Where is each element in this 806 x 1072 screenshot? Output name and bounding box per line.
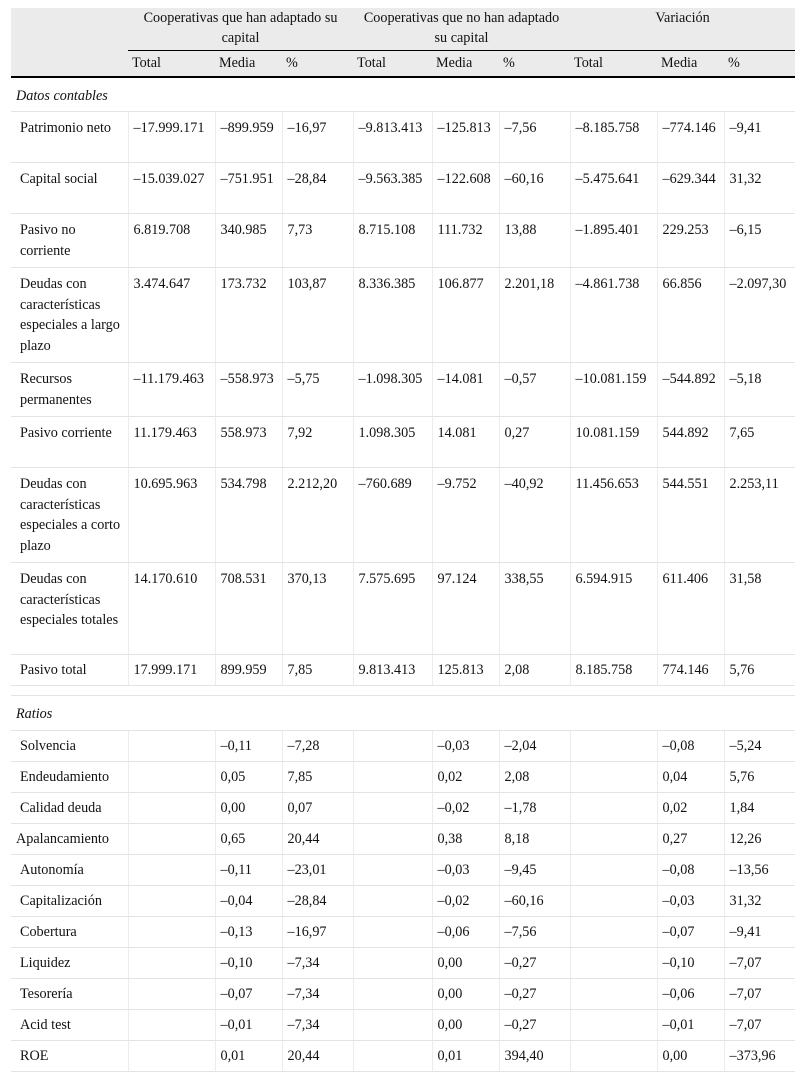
table-row xyxy=(11,1040,795,1071)
table-cell: –7,34 xyxy=(282,978,353,1009)
table-cell: 229.253 xyxy=(657,214,724,268)
table-row xyxy=(11,655,795,686)
table-cell: –0,06 xyxy=(657,978,724,1009)
table-cell: 708.531 xyxy=(215,563,282,655)
table-cell: 13,88 xyxy=(499,214,570,268)
table-cell xyxy=(353,916,432,947)
table-cell: 14.170.610 xyxy=(128,563,215,655)
table-container xyxy=(11,8,795,1072)
table-cell: 0,38 xyxy=(432,823,499,854)
table-cell xyxy=(128,823,215,854)
table-cell: 8,18 xyxy=(499,823,570,854)
table-cell: 12,26 xyxy=(724,823,795,854)
table-cell: –899.959 xyxy=(215,112,282,163)
data-table xyxy=(11,8,795,1072)
row-label: Solvencia xyxy=(11,730,128,761)
table-cell: 0,65 xyxy=(215,823,282,854)
table-row xyxy=(11,885,795,916)
table-cell: 0,00 xyxy=(432,1009,499,1040)
table-cell: –7,56 xyxy=(499,112,570,163)
table-cell: 103,87 xyxy=(282,268,353,363)
table-cell xyxy=(570,761,657,792)
table-cell: –17.999.171 xyxy=(128,112,215,163)
table-cell: 5,76 xyxy=(724,655,795,686)
table-cell: –9.813.413 xyxy=(353,112,432,163)
table-cell: 544.551 xyxy=(657,468,724,563)
row-label: Patrimonio neto xyxy=(11,112,128,163)
table-cell: –16,97 xyxy=(282,112,353,163)
table-cell: 31,32 xyxy=(724,885,795,916)
table-row xyxy=(11,563,795,655)
table-cell xyxy=(570,823,657,854)
row-label: Pasivo corriente xyxy=(11,417,128,468)
table-cell: –28,84 xyxy=(282,163,353,214)
table-cell: –0,01 xyxy=(215,1009,282,1040)
table-row xyxy=(11,268,795,363)
row-label: Deudas con características especiales a largo plazo xyxy=(11,268,128,363)
table-row xyxy=(11,854,795,885)
row-label: Pasivo no corriente xyxy=(11,214,128,268)
table-cell: 97.124 xyxy=(432,563,499,655)
table-cell: 20,44 xyxy=(282,823,353,854)
table-cell: 899.959 xyxy=(215,655,282,686)
table-cell xyxy=(128,885,215,916)
table-cell: –8.185.758 xyxy=(570,112,657,163)
table-cell: 370,13 xyxy=(282,563,353,655)
table-cell: –2.097,30 xyxy=(724,268,795,363)
table-row xyxy=(11,947,795,978)
table-cell: –4.861.738 xyxy=(570,268,657,363)
table-row xyxy=(11,363,795,417)
table-cell: 0,01 xyxy=(215,1040,282,1071)
table-cell: 0,01 xyxy=(432,1040,499,1071)
row-label: Deudas con características especiales totales xyxy=(11,563,128,655)
col-header-media: Media xyxy=(215,51,282,77)
row-label: Calidad deuda xyxy=(11,792,128,823)
table-cell: –15.039.027 xyxy=(128,163,215,214)
table-cell: 125.813 xyxy=(432,655,499,686)
table-cell: –0,57 xyxy=(499,363,570,417)
table-cell: 0,07 xyxy=(282,792,353,823)
row-label: Liquidez xyxy=(11,947,128,978)
table-cell: 2,08 xyxy=(499,655,570,686)
table-cell: 338,55 xyxy=(499,563,570,655)
table-row xyxy=(11,112,795,163)
table-cell: –774.146 xyxy=(657,112,724,163)
table-cell: 7,85 xyxy=(282,761,353,792)
table-cell xyxy=(570,730,657,761)
table-cell: –1,78 xyxy=(499,792,570,823)
table-cell: 106.877 xyxy=(432,268,499,363)
table-cell xyxy=(128,854,215,885)
table-cell xyxy=(128,1009,215,1040)
table-row xyxy=(11,214,795,268)
table-cell: –9.752 xyxy=(432,468,499,563)
table-cell: 1,84 xyxy=(724,792,795,823)
table-cell xyxy=(353,854,432,885)
spacer-cell xyxy=(11,686,795,696)
table-cell xyxy=(570,1040,657,1071)
table-cell: 31,32 xyxy=(724,163,795,214)
table-cell: –11.179.463 xyxy=(128,363,215,417)
table-cell: –0,10 xyxy=(215,947,282,978)
table-cell xyxy=(353,730,432,761)
table-row xyxy=(11,163,795,214)
table-cell: –0,08 xyxy=(657,854,724,885)
table-cell xyxy=(570,916,657,947)
row-label: Tesorería xyxy=(11,978,128,1009)
table-cell: –0,27 xyxy=(499,978,570,1009)
col-header-percent: % xyxy=(282,51,353,77)
table-cell: 8.185.758 xyxy=(570,655,657,686)
table-cell xyxy=(353,792,432,823)
table-cell: 2.253,11 xyxy=(724,468,795,563)
section-row xyxy=(11,696,795,731)
table-cell: 394,40 xyxy=(499,1040,570,1071)
col-header-media: Media xyxy=(432,51,499,77)
row-label: Deudas con características especiales a corto plazo xyxy=(11,468,128,563)
table-cell: 11.456.653 xyxy=(570,468,657,563)
table-cell: –60,16 xyxy=(499,885,570,916)
table-cell: 0,00 xyxy=(432,978,499,1009)
table-cell: 9.813.413 xyxy=(353,655,432,686)
table-cell xyxy=(128,947,215,978)
table-cell: –7,28 xyxy=(282,730,353,761)
table-cell: –40,92 xyxy=(499,468,570,563)
col-header-percent: % xyxy=(499,51,570,77)
table-cell: 6.819.708 xyxy=(128,214,215,268)
table-cell: 0,00 xyxy=(215,792,282,823)
table-cell: 66.856 xyxy=(657,268,724,363)
table-cell: 0,00 xyxy=(657,1040,724,1071)
table-row xyxy=(11,978,795,1009)
table-cell: –7,07 xyxy=(724,978,795,1009)
table-cell: 173.732 xyxy=(215,268,282,363)
table-row xyxy=(11,761,795,792)
table-cell: 340.985 xyxy=(215,214,282,268)
table-cell: –0,07 xyxy=(215,978,282,1009)
spacer-row xyxy=(11,686,795,696)
col-header-total: Total xyxy=(570,51,657,77)
table-cell: –0,27 xyxy=(499,1009,570,1040)
table-cell: –0,27 xyxy=(499,947,570,978)
table-cell: –122.608 xyxy=(432,163,499,214)
table-cell: –0,04 xyxy=(215,885,282,916)
table-cell: 17.999.171 xyxy=(128,655,215,686)
table-cell xyxy=(128,730,215,761)
table-cell: –5,75 xyxy=(282,363,353,417)
table-cell: 0,04 xyxy=(657,761,724,792)
table-cell xyxy=(353,885,432,916)
table-cell: 0,02 xyxy=(432,761,499,792)
table-cell: 1.098.305 xyxy=(353,417,432,468)
corner-header xyxy=(11,8,128,77)
table-cell: –7,07 xyxy=(724,947,795,978)
table-cell: 544.892 xyxy=(657,417,724,468)
table-cell: 558.973 xyxy=(215,417,282,468)
table-cell: 0,00 xyxy=(432,947,499,978)
table-cell: –0,08 xyxy=(657,730,724,761)
table-cell: 11.179.463 xyxy=(128,417,215,468)
row-label: Capitalización xyxy=(11,885,128,916)
table-cell: –0,10 xyxy=(657,947,724,978)
table-cell: –1.098.305 xyxy=(353,363,432,417)
table-cell: –60,16 xyxy=(499,163,570,214)
table-cell: –751.951 xyxy=(215,163,282,214)
row-label: Cobertura xyxy=(11,916,128,947)
table-cell: –544.892 xyxy=(657,363,724,417)
table-cell: –0,13 xyxy=(215,916,282,947)
table-cell xyxy=(128,916,215,947)
row-label: Autonomía xyxy=(11,854,128,885)
table-cell: 2,08 xyxy=(499,761,570,792)
table-row xyxy=(11,730,795,761)
col-header-percent: % xyxy=(724,51,795,77)
table-row xyxy=(11,792,795,823)
table-cell: 0,02 xyxy=(657,792,724,823)
table-cell xyxy=(353,1009,432,1040)
row-label: ROE xyxy=(11,1040,128,1071)
sub-header-row xyxy=(11,51,795,77)
table-cell: –0,11 xyxy=(215,854,282,885)
table-cell: –5,18 xyxy=(724,363,795,417)
table-cell: 611.406 xyxy=(657,563,724,655)
table-cell: 6.594.915 xyxy=(570,563,657,655)
table-cell: 0,27 xyxy=(499,417,570,468)
table-cell: –6,15 xyxy=(724,214,795,268)
table-cell: –13,56 xyxy=(724,854,795,885)
table-cell: –16,97 xyxy=(282,916,353,947)
col-header-total: Total xyxy=(353,51,432,77)
table-cell xyxy=(128,1040,215,1071)
group-header-variation: Variación xyxy=(570,8,795,51)
table-cell: 534.798 xyxy=(215,468,282,563)
table-cell: 2.201,18 xyxy=(499,268,570,363)
col-header-media: Media xyxy=(657,51,724,77)
table-cell: –0,02 xyxy=(432,885,499,916)
table-cell: 0,05 xyxy=(215,761,282,792)
table-cell: –7,34 xyxy=(282,1009,353,1040)
table-cell: –14.081 xyxy=(432,363,499,417)
table-cell: –0,03 xyxy=(432,854,499,885)
table-cell: –760.689 xyxy=(353,468,432,563)
table-cell xyxy=(353,1040,432,1071)
table-cell: –0,02 xyxy=(432,792,499,823)
table-cell: –9,45 xyxy=(499,854,570,885)
table-cell xyxy=(570,1009,657,1040)
table-cell: 111.732 xyxy=(432,214,499,268)
table-cell xyxy=(353,761,432,792)
table-cell: 0,27 xyxy=(657,823,724,854)
table-cell xyxy=(353,978,432,1009)
table-cell: 2.212,20 xyxy=(282,468,353,563)
group-header-adapted: Cooperativas que han adaptado su capital xyxy=(128,8,353,51)
table-cell: –0,03 xyxy=(432,730,499,761)
table-cell: –0,06 xyxy=(432,916,499,947)
group-header-not-adapted: Cooperativas que no han adaptado su capital xyxy=(353,8,570,51)
table-cell: –9,41 xyxy=(724,916,795,947)
table-cell: 7,65 xyxy=(724,417,795,468)
table-cell xyxy=(353,947,432,978)
table-cell: 3.474.647 xyxy=(128,268,215,363)
table-cell xyxy=(570,792,657,823)
table-cell xyxy=(128,792,215,823)
table-cell xyxy=(128,761,215,792)
table-cell xyxy=(570,885,657,916)
table-cell: –7,34 xyxy=(282,947,353,978)
row-label: Capital social xyxy=(11,163,128,214)
col-header-total: Total xyxy=(128,51,215,77)
table-cell: –23,01 xyxy=(282,854,353,885)
table-cell: –7,07 xyxy=(724,1009,795,1040)
table-cell: –0,11 xyxy=(215,730,282,761)
table-cell: –7,56 xyxy=(499,916,570,947)
table-cell: –10.081.159 xyxy=(570,363,657,417)
section-title-ratios: Ratios xyxy=(11,696,795,731)
table-cell: 20,44 xyxy=(282,1040,353,1071)
table-cell: –1.895.401 xyxy=(570,214,657,268)
section-title-contables: Datos contables xyxy=(11,77,795,112)
row-label: Endeudamiento xyxy=(11,761,128,792)
table-cell: 8.715.108 xyxy=(353,214,432,268)
table-cell: 14.081 xyxy=(432,417,499,468)
table-cell: –5.475.641 xyxy=(570,163,657,214)
table-cell xyxy=(353,823,432,854)
table-cell: –373,96 xyxy=(724,1040,795,1071)
table-row xyxy=(11,1009,795,1040)
table-cell: –2,04 xyxy=(499,730,570,761)
table-cell: 7,92 xyxy=(282,417,353,468)
table-cell: –125.813 xyxy=(432,112,499,163)
table-cell: –9.563.385 xyxy=(353,163,432,214)
table-cell: –9,41 xyxy=(724,112,795,163)
table-row xyxy=(11,823,795,854)
table-cell xyxy=(570,947,657,978)
section-row xyxy=(11,77,795,112)
row-label: Recursos permanentes xyxy=(11,363,128,417)
table-cell: 10.081.159 xyxy=(570,417,657,468)
table-cell: –558.973 xyxy=(215,363,282,417)
table-cell: 31,58 xyxy=(724,563,795,655)
group-header-row xyxy=(11,8,795,51)
table-row xyxy=(11,916,795,947)
table-cell: 7,73 xyxy=(282,214,353,268)
row-label: Acid test xyxy=(11,1009,128,1040)
table-cell xyxy=(570,854,657,885)
table-cell: 774.146 xyxy=(657,655,724,686)
table-cell: –0,07 xyxy=(657,916,724,947)
table-row xyxy=(11,417,795,468)
table-cell: 5,76 xyxy=(724,761,795,792)
table-cell: –0,01 xyxy=(657,1009,724,1040)
row-label: Pasivo total xyxy=(11,655,128,686)
table-cell xyxy=(128,978,215,1009)
table-cell: 10.695.963 xyxy=(128,468,215,563)
table-cell: –0,03 xyxy=(657,885,724,916)
table-body xyxy=(11,77,795,1072)
table-cell xyxy=(570,978,657,1009)
row-label: Apalancamiento xyxy=(11,823,128,854)
table-cell: –5,24 xyxy=(724,730,795,761)
table-cell: –629.344 xyxy=(657,163,724,214)
table-row xyxy=(11,468,795,563)
table-cell: 8.336.385 xyxy=(353,268,432,363)
table-cell: 7,85 xyxy=(282,655,353,686)
table-cell: –28,84 xyxy=(282,885,353,916)
table-cell: 7.575.695 xyxy=(353,563,432,655)
